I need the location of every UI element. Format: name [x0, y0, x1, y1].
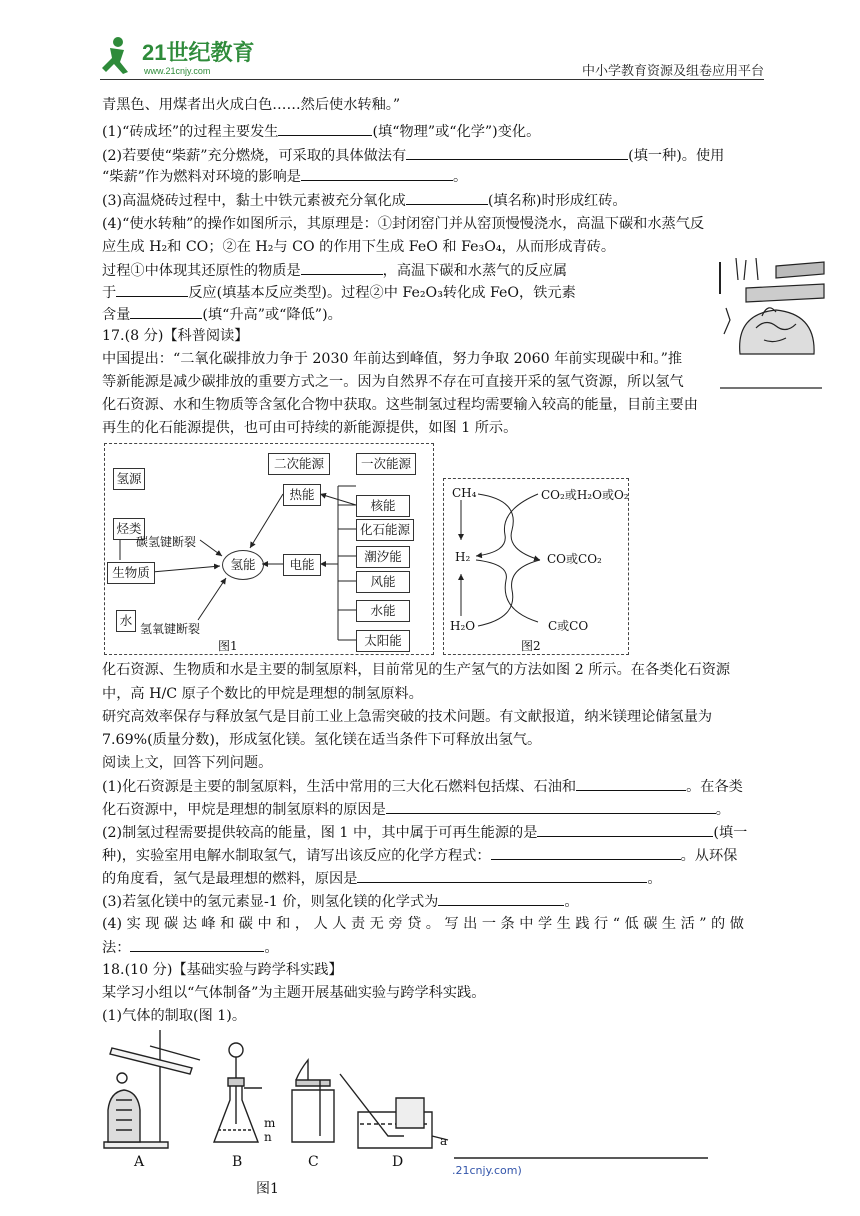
- text-line: 等新能源是减少碳排放的重要方式之一。因为自然界不存在可直接开采的氢气资源，所以氢气: [102, 374, 684, 390]
- text-line: 青黑色、用煤者出火成白色……然后使水转釉。”: [102, 97, 401, 113]
- label-oh-break: 氢氧键断裂: [140, 622, 201, 636]
- logo-text: 21世纪教育: [142, 40, 255, 65]
- q17-2b: 种)，实验室用电解水制取氢气，请写出该反应的化学方程式： 。从环保: [102, 845, 737, 866]
- label-ch4: CH₄: [452, 486, 477, 500]
- label-m: m: [264, 1116, 276, 1130]
- text-line: (1)气体的制取(图 1)。: [102, 1008, 247, 1024]
- q16-2b: “柴薪”作为燃料对环境的影响是 。: [102, 166, 467, 187]
- text-line: 化石资源、水和生物质等含氢化合物中获取。这些制氢过程均需要输入较高的能量，目前主要由: [102, 397, 698, 413]
- watermark-text: .21cnjy.com): [452, 1164, 522, 1177]
- q17-4b: 法： 。: [102, 937, 279, 958]
- text-line: 阅读上文，回答下列问题。: [102, 755, 273, 771]
- q16-1: (1)“砖成坯”的过程主要发生 (填“物理”或“化学”)变化。: [102, 121, 540, 142]
- q17-title: 17.(8 分)【科普阅读】: [102, 328, 249, 344]
- q16-4d: 于 反应(填基本反应类型)。过程②中 Fe₂O₃转化成 FeO，铁元素: [102, 282, 576, 303]
- label-tidal: 潮汐能: [356, 546, 410, 568]
- label-h2: H₂: [455, 550, 471, 564]
- header-platform-text: 中小学教育资源及组卷应用平台: [581, 64, 764, 79]
- label-ch-break: 碳氢键断裂: [136, 535, 197, 549]
- q16-3: (3)高温烧砖过程中，黏土中铁元素被充分氧化成 (填名称)时形成红砖。: [102, 190, 627, 211]
- label-nuclear: 核能: [356, 495, 410, 517]
- label-solar: 太阳能: [356, 630, 410, 652]
- label-a: a: [440, 1134, 448, 1148]
- label-hydrogen-source: 氢源: [113, 468, 145, 490]
- label-hydro: 水能: [356, 600, 410, 622]
- logo-url: www.21cnjy.com: [144, 66, 211, 76]
- label-hydrogen-energy: 氢能: [222, 550, 264, 580]
- figure-2-caption: 图2: [521, 639, 541, 653]
- label-heat: 热能: [283, 484, 321, 506]
- q16-4c: 过程①中体现其还原性的物质是 ，高温下碳和水蒸气的反应属: [102, 260, 567, 281]
- q16-4e: 含量 (填“升高”或“降低”)。: [102, 304, 342, 325]
- figure-1-caption: 图1: [218, 639, 238, 653]
- label-wind: 风能: [356, 571, 410, 593]
- label-biomass: 生物质: [107, 562, 155, 584]
- label-electric: 电能: [283, 554, 321, 576]
- q17-2c: 的角度看，氢气是最理想的燃料，原因是 。: [102, 868, 662, 889]
- label-h2o: H₂O: [450, 619, 476, 633]
- text-line: 7.69%(质量分数)，形成氢化镁。氢化镁在适当条件下可释放出氢气。: [102, 732, 542, 748]
- label-apparatus-c: C: [308, 1154, 319, 1170]
- label-apparatus-b: B: [232, 1154, 243, 1170]
- label-hydrocarbon: 烃类: [113, 518, 145, 540]
- text-line: 研究高效率保存与释放氢气是目前工业上急需突破的技术问题。有文献报道，纳米镁理论储氢量为: [102, 709, 713, 725]
- label-products-2: CO或CO₂: [547, 552, 602, 566]
- label-primary-energy: 一次能源: [356, 453, 416, 475]
- q16-2: (2)若要使“柴薪”充分燃烧，可采取的具体做法有 (填一种)。使用: [102, 145, 724, 166]
- label-water: 水: [116, 610, 136, 632]
- q18-title: 18.(10 分)【基础实验与跨学科实践】: [102, 962, 343, 978]
- label-apparatus-a: A: [134, 1154, 145, 1170]
- label-fossil: 化石能源: [356, 519, 414, 541]
- q17-1b: 化石资源中，甲烷是理想的制氢原料的原因是 。: [102, 799, 730, 820]
- q16-4: (4)“使水转釉”的操作如图所示，其原理是：①封闭窑门并从窑顶慢慢浇水，高温下碳和水蒸气反: [102, 216, 705, 232]
- text-line: 中，高 H/C 原子个数比的甲烷是理想的制氢原料。: [102, 686, 423, 702]
- apparatus-caption: 图1: [256, 1181, 279, 1197]
- label-secondary-energy: 二次能源: [268, 453, 330, 475]
- label-products-3: C或CO: [548, 619, 589, 633]
- text-line: 化石资源、生物质和水是主要的制氢原料，目前常见的生产氢气的方法如图 2 所示。在各类化石资源: [102, 662, 731, 678]
- q17-2: (2)制氢过程需要提供较高的能量，图 1 中，其中属于可再生能源的是 (填一: [102, 822, 747, 843]
- q16-4b: 应生成 H₂和 CO；②在 H₂与 CO 的作用下生成 FeO 和 Fe₃O₄，从而形成青砖。: [102, 239, 616, 255]
- label-n: n: [264, 1130, 272, 1144]
- text-line: 再生的化石能源提供，也可由可持续的新能源提供，如图 1 所示。: [102, 420, 518, 436]
- label-products-1: CO₂或H₂O或O₂: [541, 488, 629, 502]
- q17-4: (4) 实 现 碳 达 峰 和 碳 中 和 ， 人 人 责 无 旁 贷 。 写 出 一 条 中 学 生 践 行 “ 低 碳 生 活 ” 的 做: [102, 916, 744, 932]
- text-line: 中国提出：“二氧化碳排放力争于 2030 年前达到峰值，努力争取 2060 年前实现碳中和。”推: [102, 351, 683, 367]
- q17-3: (3)若氢化镁中的氢元素显-1 价，则氢化镁的化学式为 。: [102, 891, 579, 912]
- label-apparatus-d: D: [392, 1154, 404, 1170]
- text-line: 某学习小组以“气体制备”为主题开展基础实验与跨学科实践。: [102, 985, 486, 1001]
- q17-1: (1)化石资源是主要的制氢原料，生活中常用的三大化石燃料包括煤、石油和 。在各类: [102, 776, 743, 797]
